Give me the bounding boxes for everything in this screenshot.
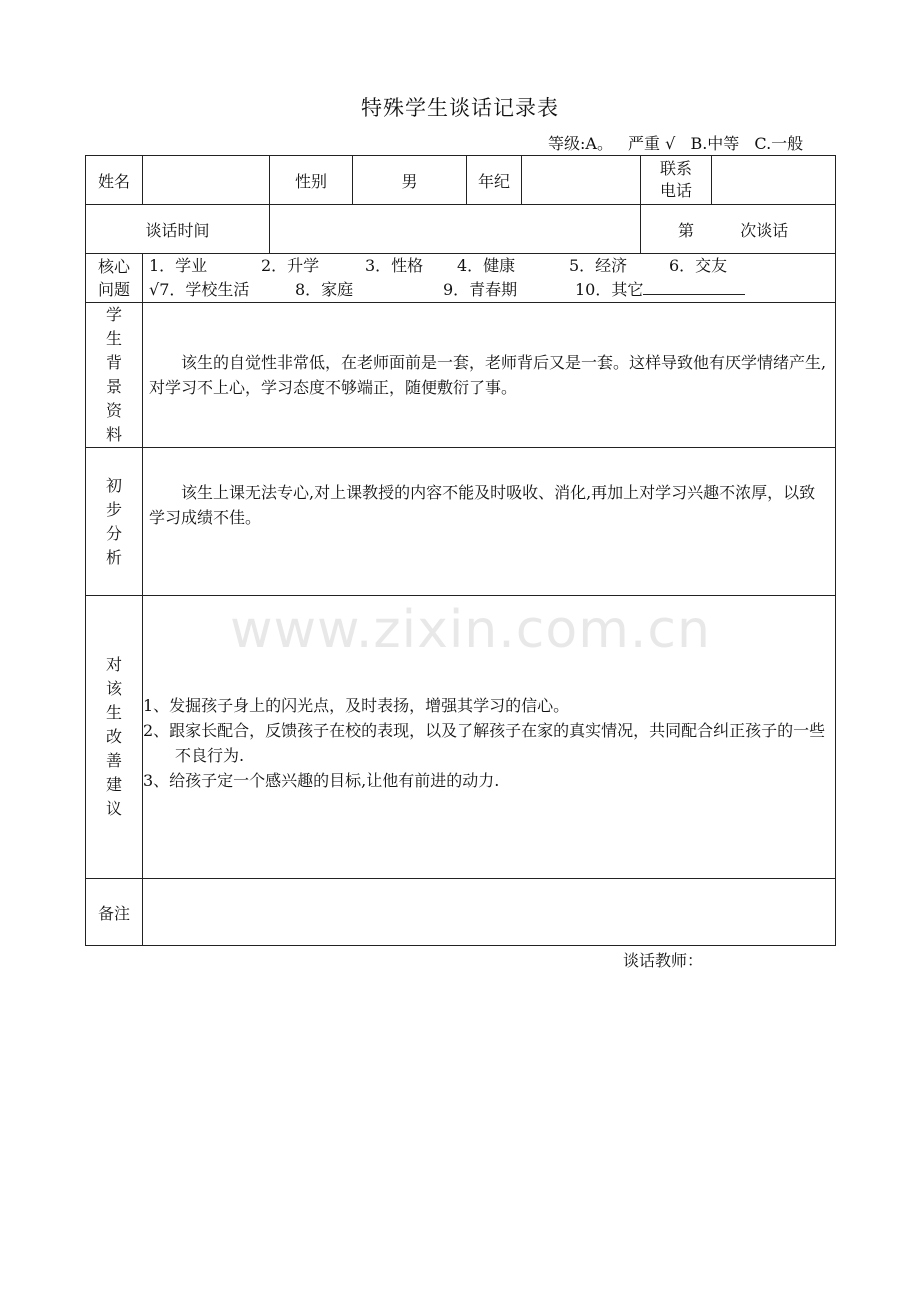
core-option-1[interactable]: 1．学业 — [149, 256, 208, 275]
age-label: 年纪 — [467, 156, 522, 205]
background-label-char: 资 — [105, 401, 122, 420]
core-label — [86, 254, 143, 303]
analysis-label — [86, 448, 143, 596]
core-option-9[interactable]: 9．青春期 — [443, 280, 518, 299]
phone-label — [641, 156, 712, 205]
row-core-issues — [86, 254, 836, 303]
talk-count[interactable] — [641, 205, 836, 254]
row-basic-info — [86, 156, 836, 205]
level-option-general[interactable]: C.一般 — [754, 134, 804, 153]
core-option-4[interactable]: 4．健康 — [457, 256, 516, 275]
background-text: 该生的自觉性非常低，在老师面前是一套，老师背后又是一套。这样导致他有厌学情绪产生,对学习不上心，学习态度不够端正，随便敷衍了事。 — [149, 353, 827, 397]
teacher-signature-label: 谈话教师： — [623, 951, 704, 970]
level-selector — [548, 131, 813, 154]
core-option-8[interactable]: 8．家庭 — [295, 280, 354, 299]
row-suggestions — [86, 596, 836, 879]
remarks-label: 备注 — [86, 879, 143, 946]
analysis-label-char: 初 — [105, 475, 122, 495]
background-label-char: 生 — [105, 329, 122, 348]
row-background — [86, 303, 836, 448]
age-field[interactable] — [522, 156, 641, 205]
suggestions-label-char: 生 — [105, 703, 122, 722]
name-field[interactable] — [143, 156, 270, 205]
gender-field[interactable]: 男 — [353, 156, 467, 205]
core-option-10[interactable]: 10．其它 — [575, 280, 644, 299]
core-option-2[interactable]: 2．升学 — [261, 256, 320, 275]
record-form-table — [85, 155, 836, 946]
suggestions-content[interactable] — [143, 596, 836, 879]
talk-count-suffix: 次谈话 — [740, 220, 789, 240]
analysis-label-char: 步 — [105, 499, 122, 519]
talk-time-label: 谈话时间 — [86, 205, 270, 254]
suggestions-label-char: 议 — [105, 799, 122, 818]
analysis-text: 该生上课无法专心,对上课教授的内容不能及时吸收、消化,再加上对学习兴趣不浓厚，以致学习成绩不佳。 — [149, 483, 816, 527]
level-option-medium[interactable]: B.中等 — [690, 134, 740, 153]
core-label-line1: 核心 — [97, 257, 130, 276]
phone-field[interactable] — [712, 156, 836, 205]
suggestions-label-char: 善 — [105, 751, 122, 770]
core-options — [143, 254, 836, 303]
row-remarks — [86, 879, 836, 946]
name-label: 姓名 — [86, 156, 143, 205]
core-option-5[interactable]: 5．经济 — [569, 256, 628, 275]
remarks-field[interactable] — [143, 879, 836, 946]
suggestion-item: 2、跟家长配合，反馈孩子在校的表现，以及了解孩子在家的真实情况，共同配合纠正孩子的一些不良行为. — [143, 721, 826, 765]
core-option-3[interactable]: 3．性格 — [365, 256, 424, 275]
core-other-blank[interactable] — [643, 278, 745, 295]
level-label: 等级:A。 — [548, 134, 613, 153]
row-analysis — [86, 448, 836, 596]
suggestions-label-char: 改 — [105, 727, 122, 746]
page-title: 特殊学生谈话记录表 — [361, 96, 559, 120]
analysis-label-char: 分 — [105, 523, 122, 543]
talk-count-prefix: 第 — [678, 220, 695, 240]
row-talk-time — [86, 205, 836, 254]
core-options-line2 — [143, 278, 835, 302]
core-options-line1 — [143, 254, 835, 278]
core-option-7[interactable]: √7．学校生活 — [149, 280, 250, 299]
background-label-char: 景 — [105, 377, 122, 396]
gender-label: 性别 — [270, 156, 353, 205]
analysis-content[interactable] — [143, 448, 836, 596]
background-label-char: 学 — [105, 305, 122, 324]
background-content[interactable] — [143, 303, 836, 448]
suggestions-label-char: 该 — [105, 679, 122, 698]
background-label — [86, 303, 143, 448]
suggestion-item: 1、发掘孩子身上的闪光点，及时表扬，增强其学习的信心。 — [143, 696, 570, 715]
suggestion-item: 3、给孩子定一个感兴趣的目标,让他有前进的动力. — [143, 771, 500, 790]
core-label-line2: 问题 — [97, 280, 130, 299]
core-option-6[interactable]: 6．交友 — [669, 256, 728, 275]
analysis-label-char: 析 — [105, 547, 122, 567]
watermark-text: www.zixin.com.cn — [230, 600, 711, 660]
level-option-severe[interactable]: 严重 √ — [628, 134, 676, 153]
talk-time-field[interactable] — [270, 205, 641, 254]
suggestions-label — [86, 596, 143, 879]
background-label-char: 料 — [105, 425, 122, 444]
suggestions-label-char: 建 — [105, 775, 122, 794]
phone-label-line2: 电话 — [659, 181, 692, 200]
suggestions-label-char: 对 — [105, 655, 122, 674]
background-label-char: 背 — [105, 353, 122, 372]
phone-label-line1: 联系 — [659, 159, 692, 178]
